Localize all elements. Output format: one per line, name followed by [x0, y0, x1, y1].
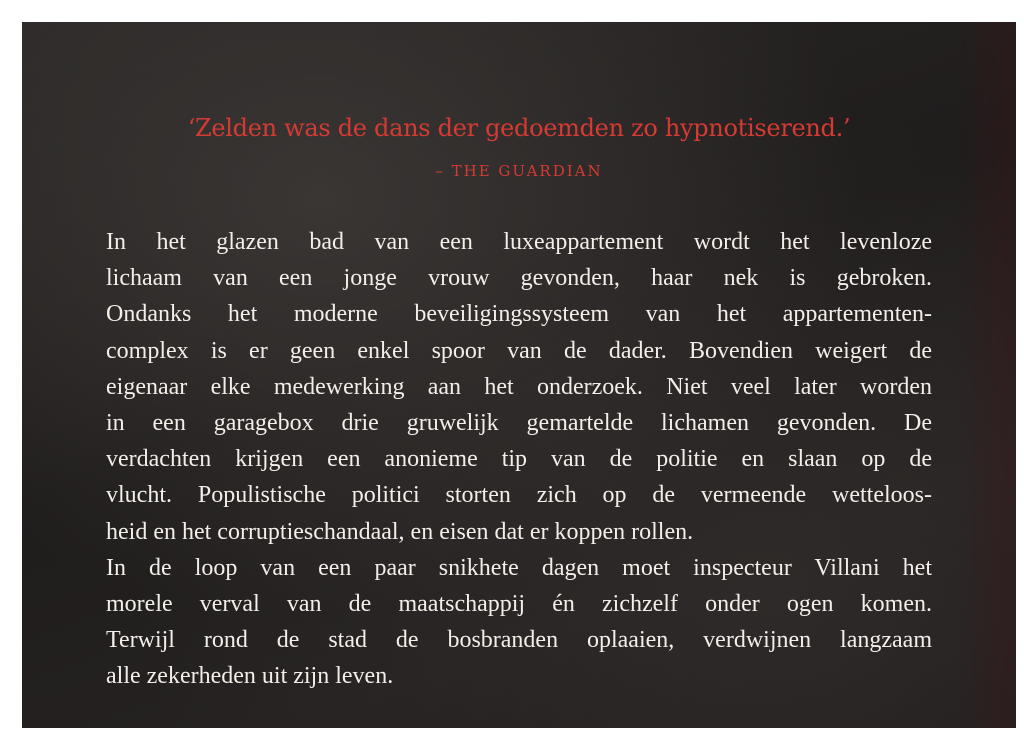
text-line: alle zekerheden uit zijn leven.: [106, 663, 394, 690]
review-quote: ‘Zelden was de dans der gedoemden zo hypnotiserend.’: [187, 114, 851, 142]
text-line: heid en het corruptieschandaal, en eisen dat er koppen rollen.: [106, 518, 694, 545]
text-line: In het glazen bad van een luxeappartement wordt het levenloze: [106, 229, 932, 255]
blurb-paragraph-1: [106, 224, 932, 550]
blurb-text: [106, 224, 932, 694]
quote-source: – THE GUARDIAN: [435, 162, 603, 180]
text-line: complex is er geen enkel spoor van de dader. Bovendien weigert de: [106, 337, 932, 364]
blurb-paragraph-2: [106, 550, 932, 695]
text-line: Ondanks het moderne beveiligingssysteem van het appartementen-: [106, 301, 932, 328]
text-line: eigenaar elke medewerking aan het onderzoek. Niet veel later worden: [106, 373, 932, 400]
text-line: lichaam van een jonge vrouw gevonden, haar nek is gebroken.: [106, 265, 932, 292]
text-line: In de loop van een paar snikhete dagen moet inspecteur Villani het: [106, 554, 932, 581]
text-line: vlucht. Populistische politici storten zich op de vermeende wetteloos-: [106, 482, 932, 509]
text-line: verdachten krijgen een anonieme tip van de politie en slaan op de: [106, 446, 932, 473]
text-line: morele verval van de maatschappij én zichzelf onder ogen komen.: [106, 590, 932, 617]
book-back-cover: [22, 22, 1016, 728]
text-line: Terwijl rond de stad de bosbranden oplaaien, verdwijnen langzaam: [106, 627, 932, 654]
text-line: in een garagebox drie gruwelijk gemartelde lichamen gevonden. De: [106, 409, 932, 436]
